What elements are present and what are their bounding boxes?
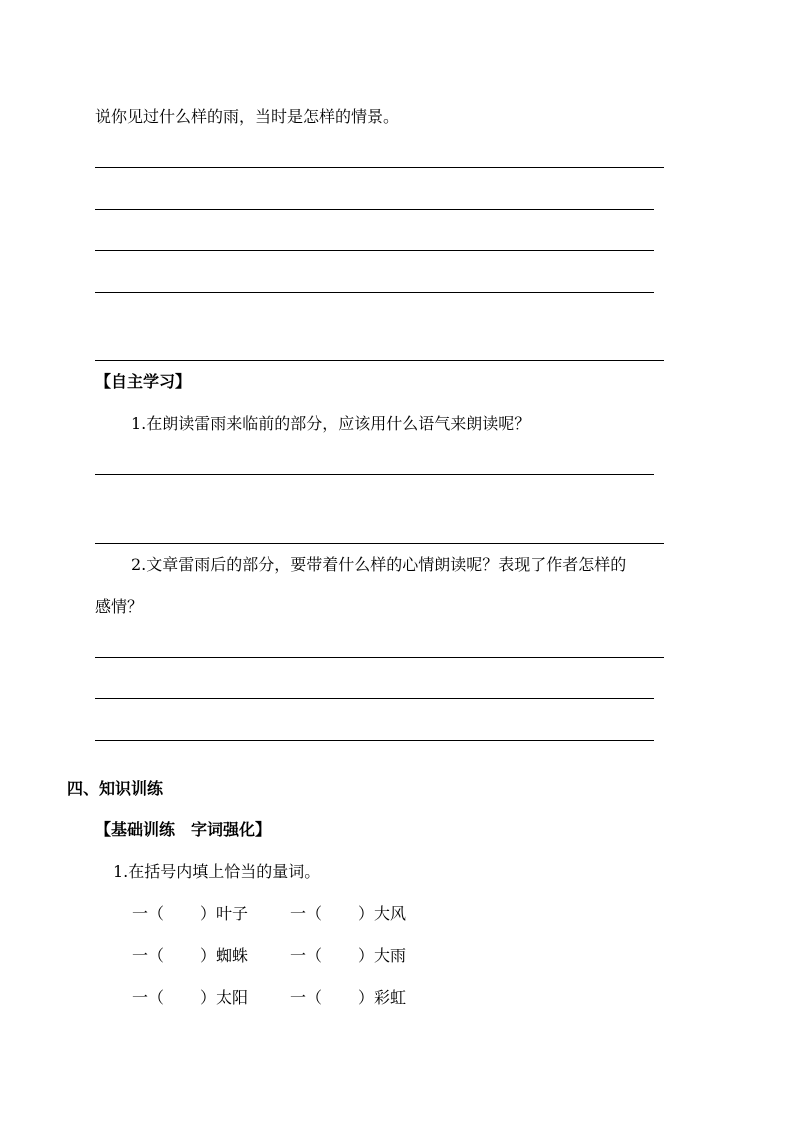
section-title-knowledge-training: 四、知识训练 bbox=[67, 779, 164, 798]
answer-line[interactable] bbox=[95, 657, 664, 658]
answer-line[interactable] bbox=[95, 740, 654, 741]
question-2-line-2: 感情？ bbox=[95, 597, 144, 616]
question-1: 1.在朗读雷雨来临前的部分，应该用什么语气来朗读呢？ bbox=[131, 414, 531, 433]
answer-line[interactable] bbox=[95, 209, 654, 210]
answer-line[interactable] bbox=[95, 292, 654, 293]
fill-item-prefix: 一（ bbox=[290, 946, 323, 965]
fill-item-prefix: 一（ bbox=[132, 946, 165, 965]
fill-item-suffix: ）蜘蛛 bbox=[200, 946, 249, 965]
answer-line[interactable] bbox=[95, 698, 654, 699]
answer-line[interactable] bbox=[95, 167, 664, 168]
fill-item-prefix: 一（ bbox=[290, 988, 323, 1007]
question-2-line-1: 2.文章雷雨后的部分，要带着什么样的心情朗读呢？表现了作者怎样的 bbox=[131, 555, 627, 574]
fill-item-suffix: ）大风 bbox=[358, 904, 407, 923]
subheading-basic-training: 【基础训练 字词强化】 bbox=[95, 820, 272, 839]
answer-line[interactable] bbox=[95, 474, 654, 475]
fill-item-suffix: ）大雨 bbox=[358, 946, 407, 965]
fill-item-suffix: ）彩虹 bbox=[358, 988, 407, 1007]
answer-line[interactable] bbox=[95, 250, 654, 251]
fill-item-prefix: 一（ bbox=[132, 988, 165, 1007]
intro-prompt: 说你见过什么样的雨，当时是怎样的情景。 bbox=[95, 107, 400, 126]
fill-item-prefix: 一（ bbox=[290, 904, 323, 923]
answer-line[interactable] bbox=[95, 360, 664, 361]
fill-item-suffix: ）叶子 bbox=[200, 904, 249, 923]
fill-in-instruction: 1.在括号内填上恰当的量词。 bbox=[113, 862, 321, 881]
fill-item-suffix: ）太阳 bbox=[200, 988, 249, 1007]
fill-item-prefix: 一（ bbox=[132, 904, 165, 923]
answer-line[interactable] bbox=[95, 543, 664, 544]
section-heading-self-study: 【自主学习】 bbox=[95, 372, 192, 391]
